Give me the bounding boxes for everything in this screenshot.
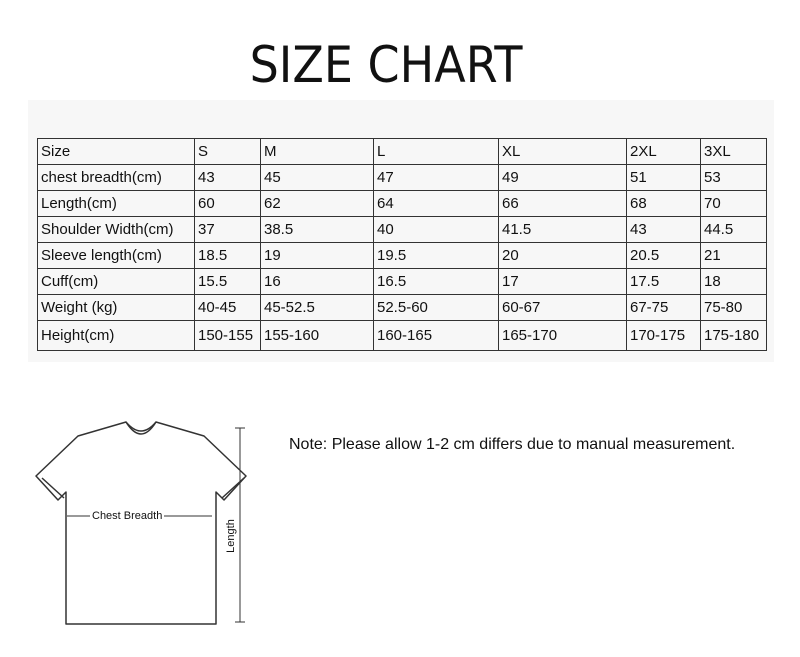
table-cell: 43 xyxy=(627,217,701,243)
table-cell: L xyxy=(374,139,499,165)
table-cell: 66 xyxy=(499,191,627,217)
table-cell: 19.5 xyxy=(374,243,499,269)
table-cell: XL xyxy=(499,139,627,165)
table-cell: M xyxy=(261,139,374,165)
table-cell: 155-160 xyxy=(261,321,374,351)
table-cell: 150-155 xyxy=(195,321,261,351)
table-cell: 165-170 xyxy=(499,321,627,351)
table-cell: 45-52.5 xyxy=(261,295,374,321)
tshirt-outline xyxy=(36,422,246,624)
table-row xyxy=(38,269,767,295)
size-table xyxy=(37,138,767,351)
table-row xyxy=(38,191,767,217)
table-cell: 44.5 xyxy=(701,217,767,243)
page-title: SIZE CHART xyxy=(249,36,523,94)
table-cell: 75-80 xyxy=(701,295,767,321)
table-cell: 47 xyxy=(374,165,499,191)
measurement-note: Note: Please allow 1-2 cm differs due to manual measurement. xyxy=(289,436,736,453)
table-cell: 62 xyxy=(261,191,374,217)
table-cell: chest breadth(cm) xyxy=(38,165,195,191)
table-cell: 38.5 xyxy=(261,217,374,243)
table-row xyxy=(38,243,767,269)
table-cell: Length(cm) xyxy=(38,191,195,217)
table-cell: 16.5 xyxy=(374,269,499,295)
table-cell: 20 xyxy=(499,243,627,269)
table-row xyxy=(38,321,767,351)
table-cell: 60 xyxy=(195,191,261,217)
table-cell: 175-180 xyxy=(701,321,767,351)
tshirt-collar xyxy=(126,422,156,434)
table-cell: 19 xyxy=(261,243,374,269)
table-cell: 70 xyxy=(701,191,767,217)
table-row xyxy=(38,139,767,165)
table-cell: 40 xyxy=(374,217,499,243)
table-cell: 21 xyxy=(701,243,767,269)
table-cell: Shoulder Width(cm) xyxy=(38,217,195,243)
table-cell: 49 xyxy=(499,165,627,191)
table-cell: 17.5 xyxy=(627,269,701,295)
table-cell: 3XL xyxy=(701,139,767,165)
table-cell: 60-67 xyxy=(499,295,627,321)
table-cell: 41.5 xyxy=(499,217,627,243)
table-cell: 43 xyxy=(195,165,261,191)
table-cell: 18.5 xyxy=(195,243,261,269)
table-cell: S xyxy=(195,139,261,165)
table-cell: 2XL xyxy=(627,139,701,165)
table-cell: 68 xyxy=(627,191,701,217)
table-cell: 37 xyxy=(195,217,261,243)
table-cell: 64 xyxy=(374,191,499,217)
table-cell: Height(cm) xyxy=(38,321,195,351)
table-cell: 40-45 xyxy=(195,295,261,321)
table-row xyxy=(38,165,767,191)
table-cell: Weight (kg) xyxy=(38,295,195,321)
table-cell: Cuff(cm) xyxy=(38,269,195,295)
table-row xyxy=(38,295,767,321)
table-cell: 170-175 xyxy=(627,321,701,351)
table-cell: Sleeve length(cm) xyxy=(38,243,195,269)
table-row xyxy=(38,217,767,243)
table-cell: 53 xyxy=(701,165,767,191)
table-cell: 45 xyxy=(261,165,374,191)
table-cell: 15.5 xyxy=(195,269,261,295)
chest-breadth-label: Chest Breadth xyxy=(92,510,163,522)
tshirt-right-cuff xyxy=(222,478,244,498)
table-cell: 16 xyxy=(261,269,374,295)
table-cell: Size xyxy=(38,139,195,165)
table-cell: 67-75 xyxy=(627,295,701,321)
length-label: Length xyxy=(224,519,237,553)
table-cell: 51 xyxy=(627,165,701,191)
table-cell: 52.5-60 xyxy=(374,295,499,321)
table-cell: 20.5 xyxy=(627,243,701,269)
table-cell: 17 xyxy=(499,269,627,295)
table-cell: 18 xyxy=(701,269,767,295)
table-cell: 160-165 xyxy=(374,321,499,351)
